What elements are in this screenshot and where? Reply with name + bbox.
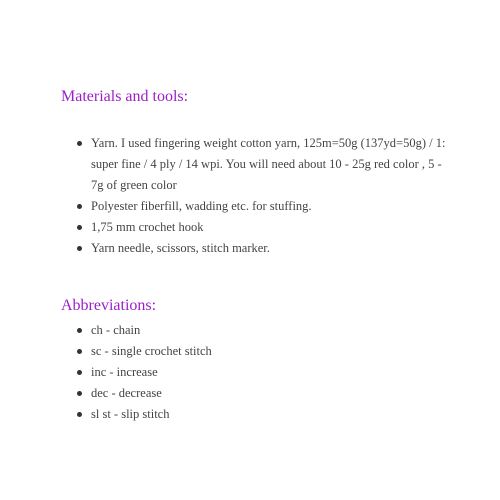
list-item: dec - decrease (61, 383, 451, 404)
list-item: Polyester fiberfill, wadding etc. for stuffing. (61, 196, 451, 217)
materials-list (61, 133, 451, 259)
abbreviations-list (61, 320, 451, 425)
list-item: Yarn. I used fingering weight cotton yarn, 125m=50g (137yd=50g) / 1: super fine / 4 ply / 14 wpi. You will need about 10 - 25g red color , 5 - 7g of green color (61, 133, 451, 196)
materials-heading: Materials and tools: (61, 88, 189, 105)
list-item: inc - increase (61, 362, 451, 383)
list-item: 1,75 mm crochet hook (61, 217, 451, 238)
list-item: ch - chain (61, 320, 451, 341)
list-item: sc - single crochet stitch (61, 341, 451, 362)
list-item: Yarn needle, scissors, stitch marker. (61, 238, 451, 259)
list-item: sl st - slip stitch (61, 404, 451, 425)
abbreviations-heading: Abbreviations: (61, 297, 157, 314)
